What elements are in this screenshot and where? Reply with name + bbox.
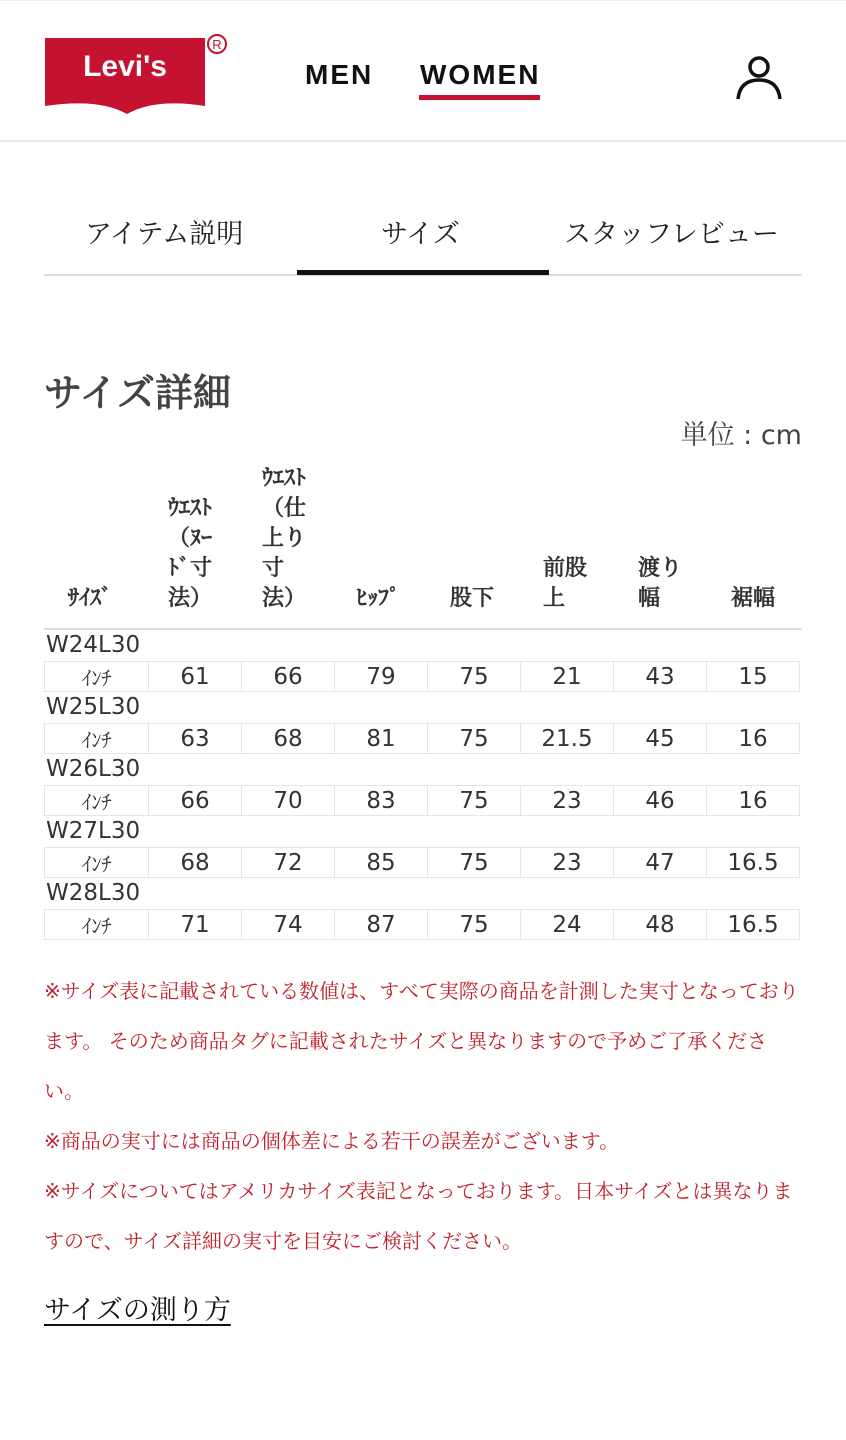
table-cell: 71 xyxy=(148,909,242,940)
table-cell: 68 xyxy=(241,723,335,754)
table-cell: 46 xyxy=(613,785,707,816)
how-to-measure-link[interactable]: サイズの測り方 xyxy=(44,1295,231,1326)
nav-active-indicator xyxy=(419,95,540,100)
tab-active-indicator xyxy=(297,270,549,275)
table-cell: 24 xyxy=(520,909,614,940)
table-header xyxy=(44,462,802,630)
svg-text:R: R xyxy=(212,37,222,52)
header-waist-nude: ｳｴｽﾄ （ﾇｰ ﾄﾞ寸 法） xyxy=(168,496,213,611)
table-cell: 75 xyxy=(427,723,521,754)
table-cell: 68 xyxy=(148,847,242,878)
table-cell: 15 xyxy=(706,661,800,692)
table-cell: 87 xyxy=(334,909,428,940)
user-icon[interactable] xyxy=(735,53,783,101)
table-cell: 79 xyxy=(334,661,428,692)
nav-women[interactable]: WOMEN xyxy=(420,59,541,90)
header-thigh: 渡り 幅 xyxy=(638,556,683,611)
table-cell: 66 xyxy=(148,785,242,816)
row-unit: ｲﾝﾁ xyxy=(44,909,149,940)
table-cell: 16 xyxy=(706,723,800,754)
row-unit: ｲﾝﾁ xyxy=(44,847,149,878)
table-cell: 85 xyxy=(334,847,428,878)
row-values xyxy=(44,723,802,754)
table-cell: 61 xyxy=(148,661,242,692)
row-size-label: W28L30 xyxy=(46,880,141,906)
logo-text: Levi's xyxy=(83,50,167,83)
tab-size[interactable]: サイズ xyxy=(381,219,460,250)
table-cell: 23 xyxy=(520,785,614,816)
size-detail-title: サイズ詳細 xyxy=(44,371,231,415)
table-row xyxy=(44,816,802,878)
header-size: ｻｲｽﾞ xyxy=(68,586,113,611)
row-unit: ｲﾝﾁ xyxy=(44,723,149,754)
header-inseam: 股下 xyxy=(450,586,495,611)
table-cell: 70 xyxy=(241,785,335,816)
table-cell: 72 xyxy=(241,847,335,878)
header-hem: 裾幅 xyxy=(731,586,776,611)
tab-item-description[interactable]: アイテム説明 xyxy=(85,219,244,250)
table-cell: 81 xyxy=(334,723,428,754)
header-hip: ﾋｯﾌﾟ xyxy=(356,586,401,611)
table-cell: 75 xyxy=(427,785,521,816)
table-row xyxy=(44,754,802,816)
table-cell: 75 xyxy=(427,909,521,940)
table-row xyxy=(44,630,802,692)
table-cell: 21.5 xyxy=(520,723,614,754)
table-cell: 16.5 xyxy=(706,847,800,878)
size-notes xyxy=(44,966,804,1266)
table-row xyxy=(44,878,802,940)
row-values xyxy=(44,847,802,878)
levis-logo[interactable] xyxy=(43,34,240,114)
note-3: ※サイズについてはアメリカサイズ表記となっております。日本サイズとは異なりますので、サイズ詳細の実寸を目安にご検討ください。 xyxy=(44,1179,793,1253)
unit-label: 単位 : cm xyxy=(680,420,802,451)
note-1: ※サイズ表に記載されている数値は、すべて実際の商品を計測した実寸となっております。 そのため商品タグに記載されたサイズと異なりますので予めご了承ください。 xyxy=(44,979,799,1103)
row-size-label: W27L30 xyxy=(46,818,141,844)
table-cell: 66 xyxy=(241,661,335,692)
table-cell: 16.5 xyxy=(706,909,800,940)
table-cell: 83 xyxy=(334,785,428,816)
header-front-rise: 前股 上 xyxy=(543,556,588,611)
table-cell: 75 xyxy=(427,847,521,878)
table-cell: 21 xyxy=(520,661,614,692)
size-table xyxy=(44,462,802,940)
row-size-label: W24L30 xyxy=(46,632,141,658)
row-values xyxy=(44,661,802,692)
table-cell: 75 xyxy=(427,661,521,692)
table-row xyxy=(44,692,802,754)
table-cell: 43 xyxy=(613,661,707,692)
table-cell: 16 xyxy=(706,785,800,816)
note-2: ※商品の実寸には商品の個体差による若干の誤差がございます。 xyxy=(44,1129,620,1153)
row-values xyxy=(44,785,802,816)
table-cell: 63 xyxy=(148,723,242,754)
row-values xyxy=(44,909,802,940)
nav-men[interactable]: MEN xyxy=(305,59,374,90)
table-cell: 45 xyxy=(613,723,707,754)
table-cell: 47 xyxy=(613,847,707,878)
row-size-label: W25L30 xyxy=(46,694,141,720)
table-cell: 74 xyxy=(241,909,335,940)
tab-staff-review[interactable]: スタッフレビュー xyxy=(564,219,779,250)
row-unit: ｲﾝﾁ xyxy=(44,661,149,692)
header-waist-finished: ｳｴｽﾄ （仕 上り 寸 法） xyxy=(262,466,307,611)
row-unit: ｲﾝﾁ xyxy=(44,785,149,816)
table-cell: 23 xyxy=(520,847,614,878)
product-tabs xyxy=(44,200,802,276)
table-cell: 48 xyxy=(613,909,707,940)
row-size-label: W26L30 xyxy=(46,756,141,782)
site-header xyxy=(0,0,846,142)
